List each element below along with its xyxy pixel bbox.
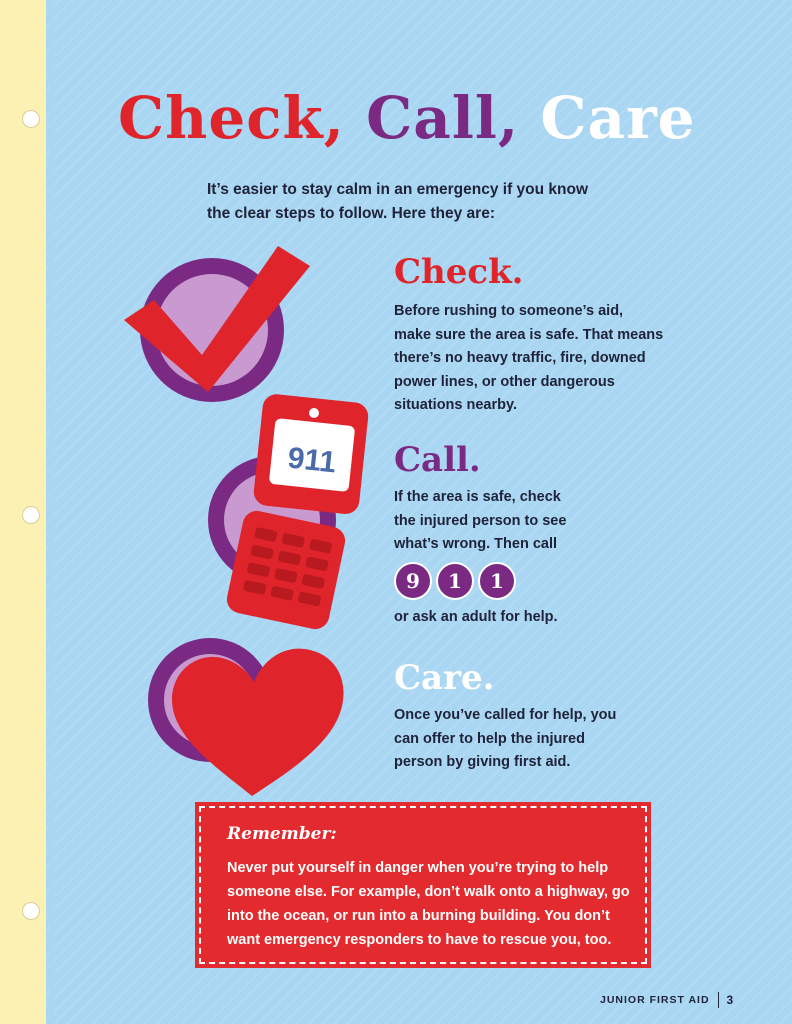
step-call-text-after: or ask an adult for help. xyxy=(394,609,558,625)
emergency-number xyxy=(394,562,516,600)
punch-hole xyxy=(22,902,40,920)
punch-hole xyxy=(22,506,40,524)
remember-box xyxy=(199,806,647,964)
step-check-text: Before rushing to someone’s aid, make sure the area is safe. That means there’s no heavy traffic, fire, downed power lines, or other dangerous situations nearby. xyxy=(394,303,664,413)
footer-section-title: JUNIOR FIRST AID xyxy=(600,994,710,1006)
step-care-text: Once you’ve called for help, you can offer to help the injured person by giving first aid. xyxy=(394,707,617,770)
footer-divider xyxy=(718,992,719,1008)
page-title xyxy=(118,84,696,152)
phone-speaker-icon xyxy=(309,408,319,418)
wavy-edge xyxy=(40,0,54,1024)
number-badge: 1 xyxy=(436,562,474,600)
step-call-text: If the area is safe, check the injured person to see what’s wrong. Then call xyxy=(394,489,567,552)
title-word-check: Check, xyxy=(118,84,345,152)
title-word-care: Care xyxy=(540,84,696,152)
remember-heading: Remember: xyxy=(227,824,337,844)
number-badge: 1 xyxy=(478,562,516,600)
page-footer xyxy=(600,992,733,1008)
step-check-heading: Check. xyxy=(394,252,524,292)
step-care-heading: Care. xyxy=(394,658,495,698)
step-call-heading: Call. xyxy=(394,440,481,480)
number-badge: 9 xyxy=(394,562,432,600)
title-word-call: Call, xyxy=(366,84,520,152)
intro-text: It’s easier to stay calm in an emergency if you know the clear steps to follow. Here they are: xyxy=(207,181,589,222)
remember-text: Never put yourself in danger when you’re trying to help someone else. For example, don’t walk onto a highway, go into the ocean, or run into a burning building. You don’t want emergency responders to have to rescue you, too. xyxy=(227,860,630,948)
phone-screen-text: 911 xyxy=(286,441,338,480)
punch-hole xyxy=(22,110,40,128)
illustration-column xyxy=(100,230,400,810)
page-number: 3 xyxy=(726,993,734,1007)
